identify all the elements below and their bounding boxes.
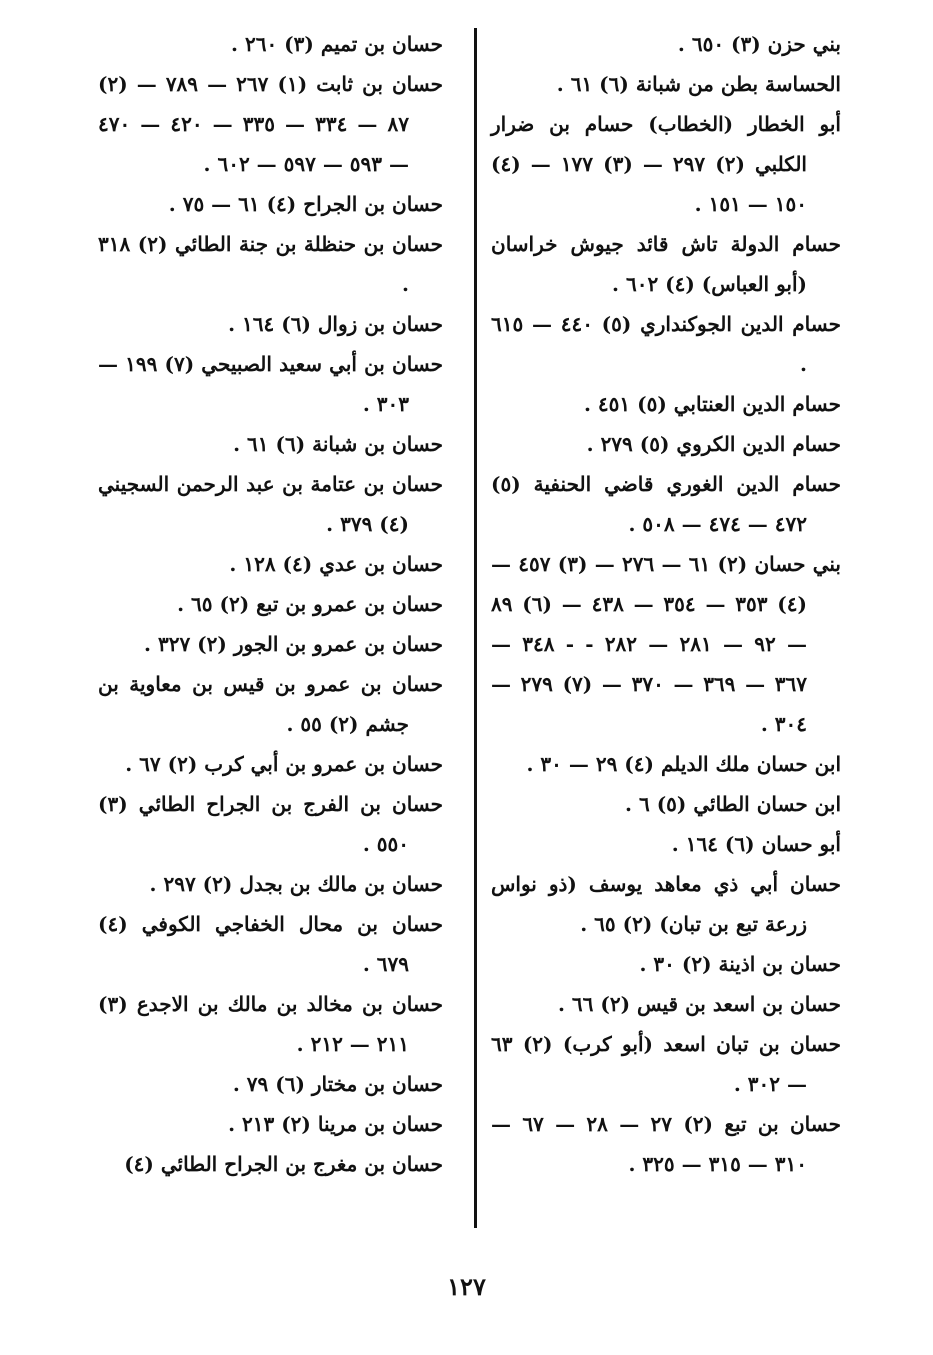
column-divider <box>474 28 477 1228</box>
index-entry: حسان بن أبي سعيد الصبيحي (٧) ١٩٩ — ٣٠٣ . <box>98 352 443 416</box>
index-entry: أبو الخطار (الخطاب) حسام بن ضرار الكلبي (٢) ٢٩٧ — (٣) ١٧٧ — (٤) ١٥٠ — ١٥١ . <box>491 112 841 216</box>
index-entry: حسان بن عمرو بن تبع (٢) ٦٥ . <box>177 592 443 616</box>
index-entry: حسان بن عمرو بن أبي كرب (٢) ٦٧ . <box>125 752 443 776</box>
index-entry: حسام الدين العنتابي (٥) ٤٥١ . <box>583 392 841 416</box>
index-entry: حسان بن الفرج بن الجراح الطائي (٣) ٥٥٠ . <box>98 792 443 856</box>
index-entry: حسان بن عمرو بن قيس بن معاوية بن جشم (٢) ٥٥ . <box>98 672 443 736</box>
index-entry: حسان أبي ذي معاهد يوسف (ذو نواس زرعة تبع بن تبان) (٢) ٦٥ . <box>491 872 841 936</box>
index-entry: أبو حسان (٦) ١٦٤ . <box>671 832 841 856</box>
index-entry: حسان بن تبع (٢) ٢٧ — ٢٨ — ٦٧ — ٣١٠ — ٣١٥ — ٣٢٥ . <box>491 1112 841 1176</box>
index-entry: حسان بن تميم (٣) ٢٦٠ . <box>231 32 443 56</box>
index-entry: حسان بن مخالد بن مالك بن الاجدع (٣) ٢١١ — ٢١٢ . <box>98 992 443 1056</box>
index-entry: ابن حسان الطائي (٥) ٦ . <box>625 792 841 816</box>
index-entry: حسان بن اسعد بن قيس (٢) ٦٦ . <box>557 992 841 1016</box>
index-entry: حسان بن شبانة (٦) ٦١ . <box>233 432 443 456</box>
index-entry: حسان بن عدي (٤) ١٢٨ . <box>229 552 443 576</box>
index-entry: حسان بن محال الخفاجي الكوفي (٤) ٦٧٩ . <box>98 912 443 976</box>
index-entry: ابن حسان ملك الديلم (٤) ٢٩ — ٣٠ . <box>526 752 841 776</box>
page-number: ١٢٧ <box>447 1272 486 1301</box>
index-entry: حسام الدين الجوكنداري (٥) ٤٤٠ — ٦١٥ . <box>491 312 841 376</box>
index-entry: الحساسة بطن من شبانة (٦) ٦١ . <box>556 72 841 96</box>
right-column <box>491 24 841 1184</box>
index-entry: بني حسان (٢) ٦١ — ٢٧٦ — (٣) ٤٥٧ — (٤) ٣٥٣ — ٣٥٤ — ٤٣٨ — (٦) ٨٩ — ٩٢ — ٢٨١ — ٢٨٢ - - ٣٤٨ — ٣٦٧ — ٣٦٩ — ٣٧٠ — (٧) ٢٧٩ — ٣٠٤ . <box>491 552 841 736</box>
index-entry: حسان بن حنظلة بن جنة الطائي (٢) ٣١٨ . <box>98 232 443 296</box>
index-entry: حسام الدولة تاش قائد جيوش خراسان (أبو العباس) (٤) ٦٠٢ . <box>491 232 841 296</box>
index-entry: حسان بن اذينة (٢) ٣٠ . <box>639 952 841 976</box>
index-entry: حسان بن ثابت (١) ٢٦٧ — ٧٨٩ — (٢) ٨٧ — ٣٣٤ — ٣٣٥ — ٤٢٠ — ٤٧٠ — ٥٩٣ — ٥٩٧ — ٦٠٢ . <box>98 72 443 176</box>
index-entry: حسان بن زوال (٦) ١٦٤ . <box>228 312 443 336</box>
index-entry: حسام الدين الغوري قاضي الحنفية (٥) ٤٧٢ — ٤٧٤ — ٥٠٨ . <box>491 472 841 536</box>
index-entry: حسان بن مرينا (٢) ٢١٣ . <box>228 1112 443 1136</box>
index-entry: حسان بن مالك بن بجدل (٢) ٢٩٧ . <box>149 872 443 896</box>
index-entry: حسام الدين الكروي (٥) ٢٧٩ . <box>586 432 841 456</box>
index-entry: حسان بن الجراح (٤) ٦١ — ٧٥ . <box>168 192 443 216</box>
index-entry: حسان بن عمرو بن الجور (٢) ٣٢٧ . <box>144 632 443 656</box>
index-entry: حسان بن مختار (٦) ٧٩ . <box>232 1072 443 1096</box>
index-entry: حسان بن تبان اسعد (أبو كرب) (٢) ٦٣ — ٣٠٢ . <box>491 1032 841 1096</box>
index-entry: بني حزن (٣) ٦٥٠ . <box>677 32 841 56</box>
left-column <box>98 24 443 1184</box>
index-entry: حسان بن مغرج بن الجراح الطائي (٤) <box>124 1152 443 1176</box>
index-entry: حسان بن عتامة بن عبد الرحمن السجيني (٤) ٣٧٩ . <box>98 472 443 536</box>
